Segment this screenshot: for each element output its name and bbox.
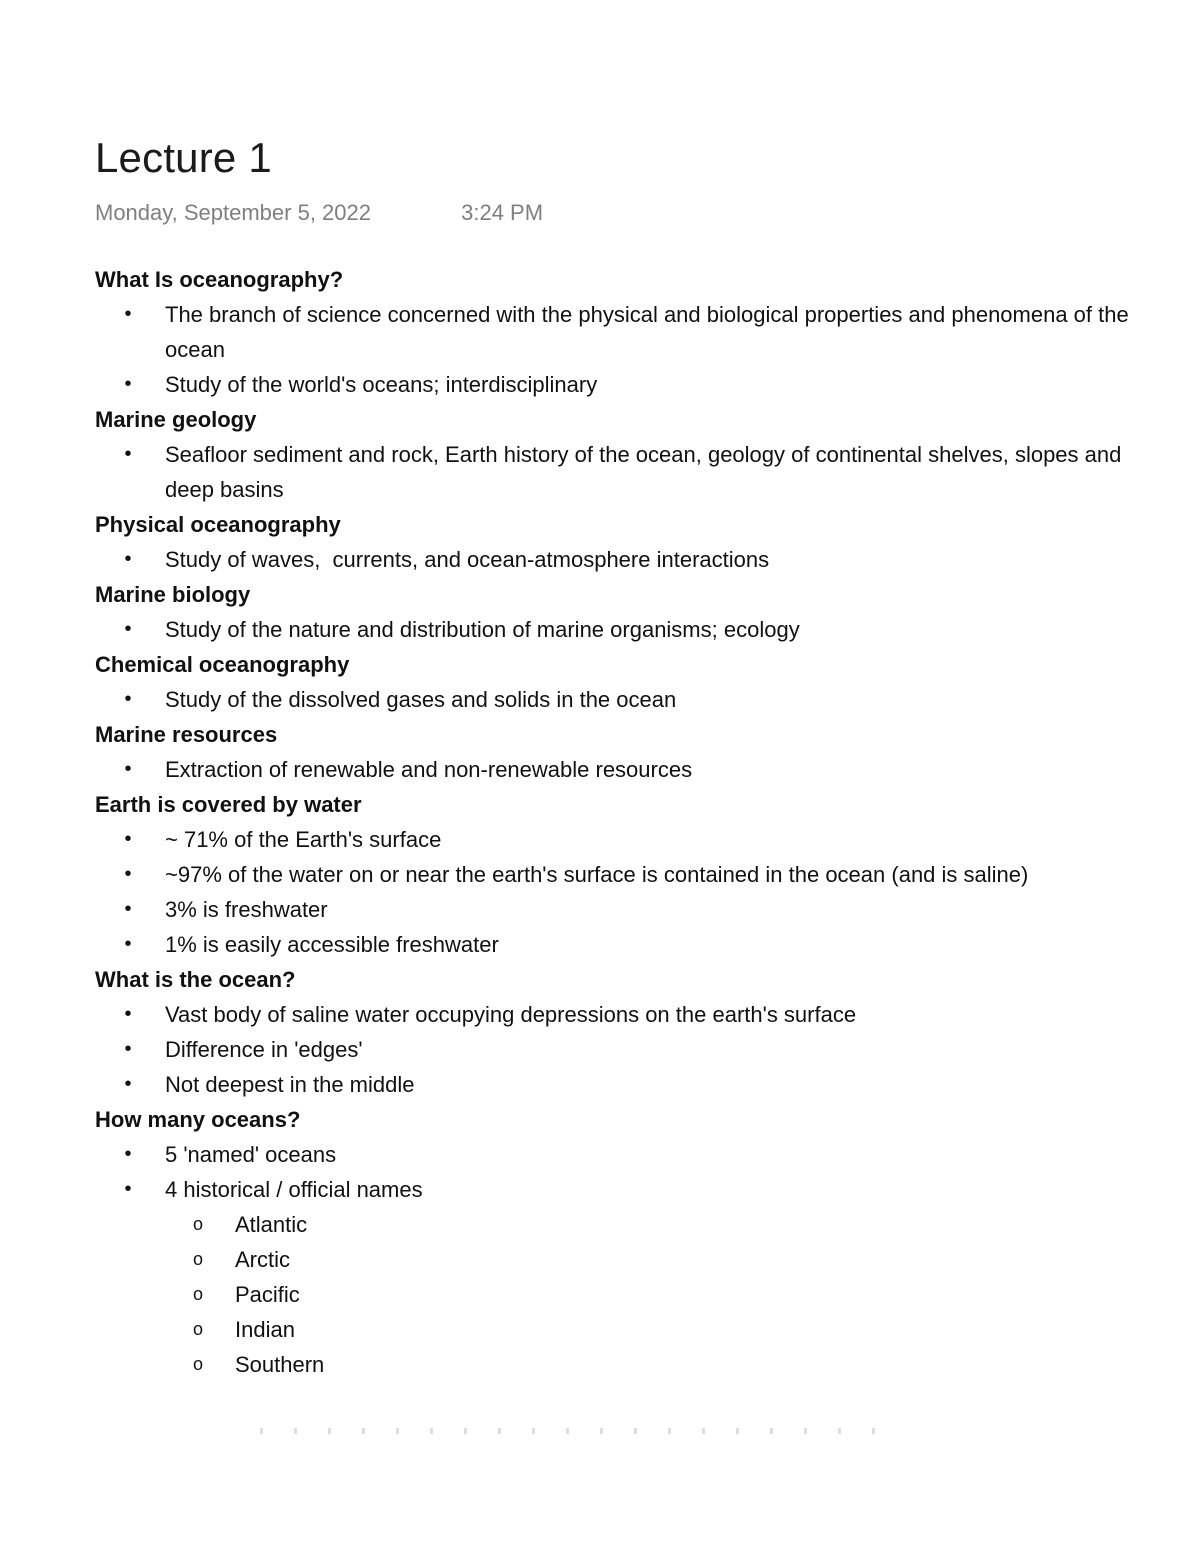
bullet-icon: • (124, 828, 132, 850)
section-heading: What is the ocean? (95, 967, 296, 992)
hollow-circle-icon: o (192, 1319, 203, 1339)
bullet-icon: • (124, 758, 132, 780)
list-item (95, 892, 1135, 927)
list-item (95, 297, 1135, 367)
sub-bullet-list (165, 1207, 1135, 1382)
sub-list-item (165, 1242, 1135, 1277)
bullet-icon: • (124, 898, 132, 920)
list-item-text: Extraction of renewable and non-renewable resources (165, 757, 693, 782)
section-heading: How many oceans? (95, 1107, 301, 1132)
sub-list-item (165, 1347, 1135, 1382)
list-item (95, 752, 1135, 787)
bullet-list (95, 297, 1135, 402)
bullet-list (95, 612, 1135, 647)
section-heading: What Is oceanography? (95, 267, 344, 292)
bullet-icon: • (124, 303, 132, 325)
list-item-text: Vast body of saline water occupying depressions on the earth's surface (165, 1002, 857, 1027)
list-item (95, 437, 1135, 507)
hollow-circle-icon: o (192, 1354, 203, 1374)
list-item-text: ~ 71% of the Earth's surface (165, 827, 442, 852)
list-item-text: Study of the world's oceans; interdisciplinary (165, 372, 598, 397)
list-item-text: ~97% of the water on or near the earth's surface is contained in the ocean (and is saline) (165, 862, 1029, 887)
note-date: Monday, September 5, 2022 (95, 200, 371, 225)
list-item-text: Difference in 'edges' (165, 1037, 363, 1062)
bullet-icon: • (124, 863, 132, 885)
bullet-icon: • (124, 1073, 132, 1095)
bullet-list (95, 1137, 1135, 1382)
section-heading: Earth is covered by water (95, 792, 362, 817)
bullet-list (95, 752, 1135, 787)
note-page (95, 128, 1135, 1382)
list-item-text: Study of the dissolved gases and solids in the ocean (165, 687, 677, 712)
bullet-list (95, 682, 1135, 717)
sub-list-item-text: Southern (235, 1352, 325, 1377)
list-item (95, 542, 1135, 577)
list-item-text: Not deepest in the middle (165, 1072, 415, 1097)
page-title: Lecture 1 (95, 134, 272, 181)
section-heading: Chemical oceanography (95, 652, 350, 677)
bullet-list (95, 437, 1135, 507)
list-item-text: 1% is easily accessible freshwater (165, 932, 499, 957)
list-item-text: Study of waves, currents, and ocean-atmosphere interactions (165, 547, 770, 572)
bullet-list (95, 822, 1135, 962)
bullet-icon: • (124, 373, 132, 395)
sub-list-item-text: Atlantic (235, 1212, 308, 1237)
list-item-text: The branch of science concerned with the physical and biological properties and phenomena of the ocean (165, 302, 1129, 362)
list-item (95, 927, 1135, 962)
list-item (95, 682, 1135, 717)
hollow-circle-icon: o (192, 1214, 203, 1234)
list-item-text: 4 historical / official names (165, 1177, 423, 1202)
list-item (95, 997, 1135, 1032)
sub-list-item-text: Indian (235, 1317, 295, 1342)
section-heading: Marine geology (95, 407, 257, 432)
list-item (95, 1032, 1135, 1067)
note-timestamp (95, 198, 1135, 228)
list-item-text: 5 'named' oceans (165, 1142, 337, 1167)
bullet-icon: • (124, 548, 132, 570)
list-item-text: Study of the nature and distribution of marine organisms; ecology (165, 617, 800, 642)
list-item (95, 1172, 1135, 1382)
section-heading: Marine biology (95, 582, 251, 607)
list-item (95, 612, 1135, 647)
bullet-list (95, 542, 1135, 577)
bullet-icon: • (124, 1038, 132, 1060)
bullet-icon: • (124, 443, 132, 465)
note-time: 3:24 PM (461, 200, 544, 225)
hollow-circle-icon: o (192, 1249, 203, 1269)
bullet-icon: • (124, 1143, 132, 1165)
bullet-icon: • (124, 618, 132, 640)
page-cutoff-edge (260, 1428, 900, 1434)
note-body (95, 262, 1135, 1382)
bullet-icon: • (124, 933, 132, 955)
sub-list-item-text: Pacific (235, 1282, 300, 1307)
list-item (95, 822, 1135, 857)
hollow-circle-icon: o (192, 1284, 203, 1304)
list-item (95, 857, 1135, 892)
list-item (95, 1067, 1135, 1102)
sub-list-item (165, 1207, 1135, 1242)
list-item-text: Seafloor sediment and rock, Earth history of the ocean, geology of continental shelves, slopes and deep basins (165, 442, 1122, 502)
sub-list-item-text: Arctic (235, 1247, 290, 1272)
sub-list-item (165, 1312, 1135, 1347)
section-heading: Physical oceanography (95, 512, 341, 537)
sub-list-item (165, 1277, 1135, 1312)
list-item-text: 3% is freshwater (165, 897, 328, 922)
list-item (95, 367, 1135, 402)
section-heading: Marine resources (95, 722, 278, 747)
bullet-icon: • (124, 688, 132, 710)
bullet-icon: • (124, 1178, 132, 1200)
list-item (95, 1137, 1135, 1172)
bullet-list (95, 997, 1135, 1102)
bullet-icon: • (124, 1003, 132, 1025)
